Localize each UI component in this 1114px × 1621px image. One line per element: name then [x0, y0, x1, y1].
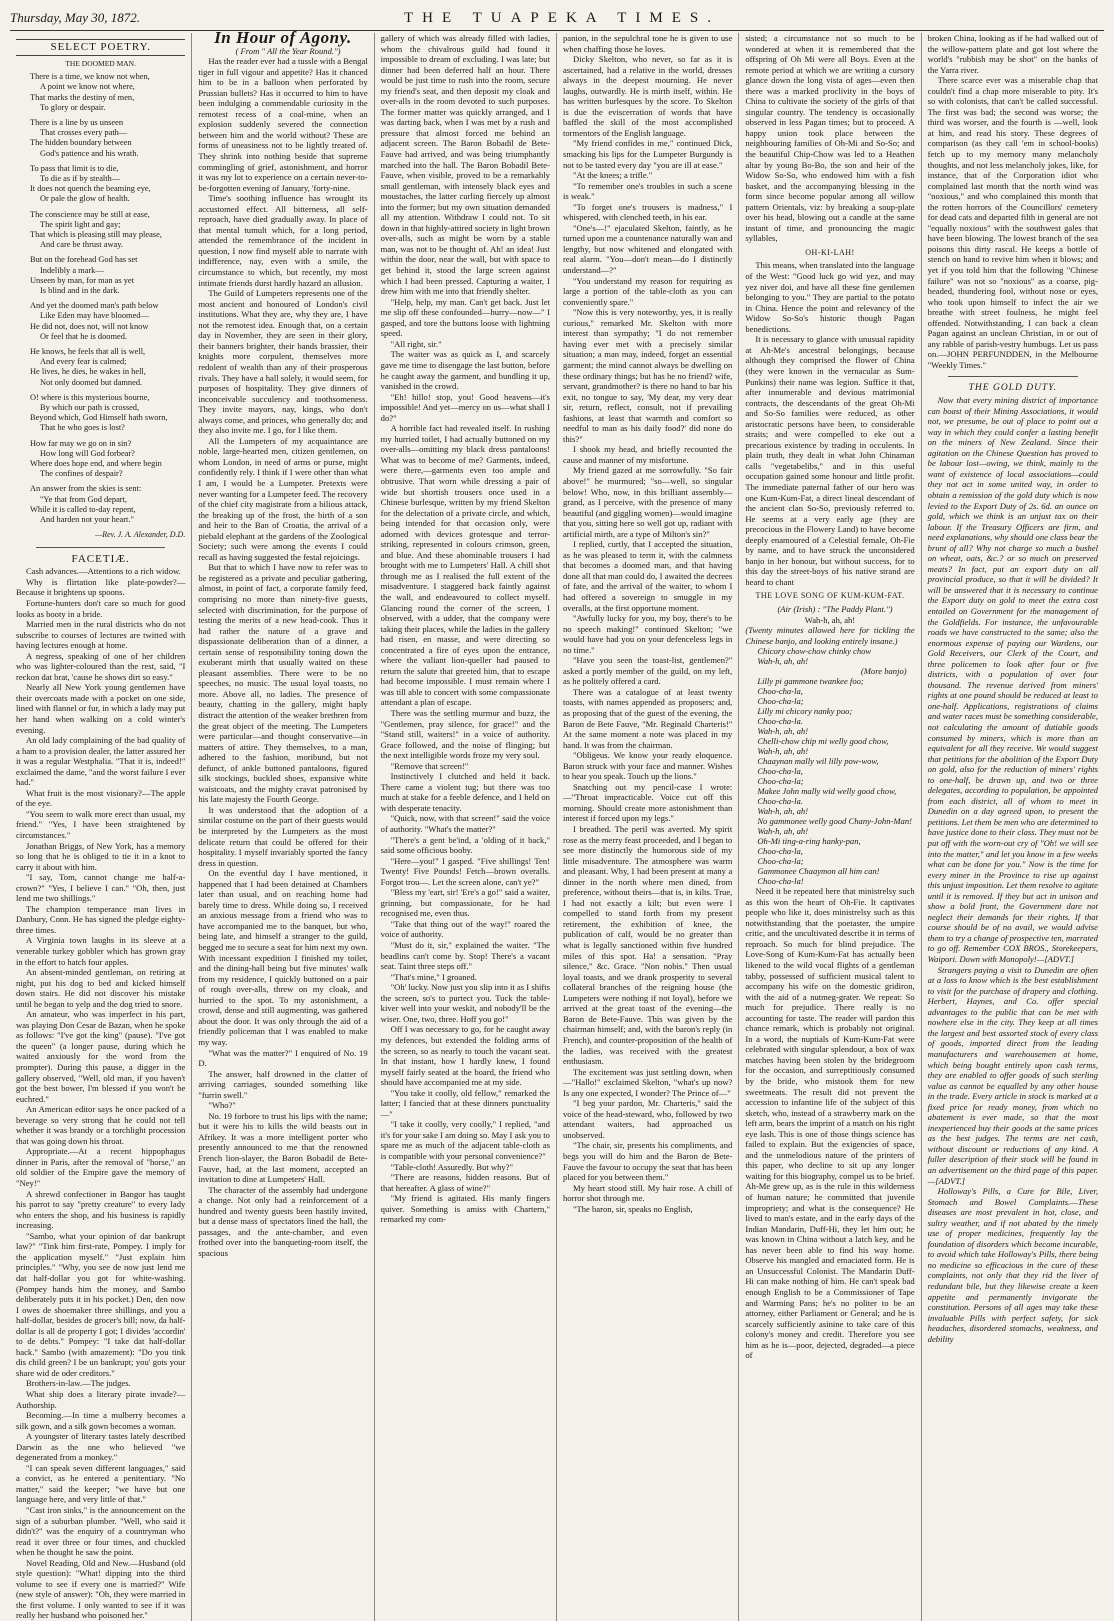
poem-stanza: [16, 118, 185, 159]
paragraph: "What was the matter?" I enquired of No. 19 D.: [198, 1047, 368, 1069]
paragraph: The excitement was just settling down, when—"Hallo!" exclaimed Skelton, "what's up now? Is any one expected, I wonder? The Prince of—": [562, 1066, 733, 1098]
paragraph: "Who?": [208, 1100, 236, 1111]
facetia-item: Appropriate.—At a recent hippophagus dinner in Paris, after the removal of "horse," an old soldier of the Empire gave the memory of "Ney!": [16, 1146, 186, 1189]
song-line: Lilly mi chicory nanky poo;: [757, 706, 853, 717]
poem-line: Like Eden may have bloomed—: [40, 311, 149, 321]
paragraph: It was understood that the adoption of a similar costume on the part of their guests would be interpreted by the Lumpeters as the most delicate return that could be offered for their hospitality. I myself invariably sported the fancy dress in question.: [198, 804, 368, 868]
poem-line: And yet the doomed man's path below: [30, 301, 159, 311]
paragraph: "You take it coolly, old fellow," remarked the latter; I fancied that at these dinners punctuality—": [380, 1087, 550, 1119]
poem-line: That he who goes is lost?: [40, 423, 125, 433]
poem-line: Beyond which, God Himself hath sworn,: [30, 413, 168, 423]
paragraph: "Now this is very noteworthy, yes, it is really curious," remarked Mr. Skelton with more interest than sympathy; "I do not remember having ever met with a precisely similar situation; a man may, indeed, forget an essential garment; the mind cannot always be dwelling on these ordinary things; but has he no friend? wife, servant, grandmother? is there no hand to bar his exit, no tongue to say, 'My dear, my very dear sir, return, reflect, consult, not if prevailing fashions, at least that warmth and comfort so needful to man as his daily food?' did none do this?": [562, 307, 733, 444]
facetia-item: A youngster of literary tastes lately described Darwin as the one who believed "we degenerated from a monkey.": [16, 1431, 186, 1463]
song-line: Choo-cha-la.: [757, 716, 803, 727]
column-2: [192, 28, 374, 1621]
poem-stanza: [16, 72, 185, 113]
song-line: Choo-cha-la!: [757, 876, 804, 887]
paragraph: "To forget one's trousers is madness," I whispered, with clenched teeth, in his ear.: [562, 201, 733, 223]
paragraph: "Eh! hillo! stop, you! Good heavens—it's impossible! And yet—mercy on us—what shall I do?": [380, 391, 550, 423]
paragraph: "Table-cloth! Assuredly. But why?": [390, 1161, 513, 1172]
facetia-item: Becoming.—In time a mulberry becomes a silk gown, and a silk gown becomes a woman.: [16, 1410, 186, 1431]
facetia-item: An amateur, who was imperfect in his part, was playing Don Cesar de Bazan, when he spoke as follows: "I've got the king" (pause). "I've got the queen" (a longer pause, during which he waited anxiously for the word from the prompter). During this pause, a digger in the gallery observed, "Well, old man, if you haven't got the best bower, I'm blessed if you won't be euchred.": [16, 1009, 186, 1104]
paragraph: "That's mine," I groaned.: [390, 971, 477, 982]
paragraph: "You understand my reason for requiring as large a portion of the table-cloth as you can conveniently spare.": [562, 275, 733, 307]
facetia-item: Jonathan Briggs, of New York, has a memory so long that he is obliged to tie it in a knot to carry it about with him.: [16, 840, 186, 872]
paragraph: No. 19 forbore to trust his lips with the name; but it were his to kills the wild beasts out in Afrikey. It was a more intelligent porter who presently announced to me that the renowned French lion-slayer, the Baron Bobadil de Bete-Fauve, had, at the last moment, accepted an invitation to dine at Lumpeters' Hall.: [198, 1110, 368, 1185]
facetia-item: Why is flirtation like plate-powder?—Because it brightens up spoons.: [16, 576, 186, 598]
song-line: Choo-cha-la,: [757, 846, 803, 857]
column-4: [557, 33, 739, 1621]
song-line: Wah-h, ah, ah!: [757, 656, 809, 667]
paragraph: "I beg your pardon, Mr. Charteris," said the voice of the head-steward, who, followed by two attendant waiters, had approached us unobserved.: [562, 1098, 733, 1140]
paragraph: "Here—you!" I gasped. "Five shillings! Ten! Twenty! Five Pounds! Fetch—brown overalls. Forgot trou—. Let the screen alone, can't ye?": [380, 855, 550, 887]
facetia-item: Nearly all New York young gentlemen have their overcoats made with a pocket on one side, lined with flannel or fur, in which a lady may put her hand when walking on a cold winter's evening.: [16, 682, 186, 735]
paragraph: The character of the assembly had undergone a change. Not only had a reinforcement of a hundred and twenty guests been hastily invited, but a dense mass of spectators lined the hall, the passages, and the ante-chamber, and even frothed over into the banqueting-room itself, the spacious: [198, 1184, 368, 1258]
paragraph: "All right, sir.": [390, 338, 442, 349]
facetia-item: What ship does a literary pirate invade?—Authorship.: [16, 1388, 186, 1410]
paragraph: "Take that thing out of the way!" roared the voice of authority.: [380, 918, 550, 940]
paragraph: "Quick, now, with that screen!" said the voice of authority. "What's the matter?": [380, 813, 550, 835]
facetia-item: Fortune-hunters don't care so much for good looks as booty in a bride.: [16, 597, 186, 619]
song-line: Wah-h, ah, ah!: [757, 806, 809, 817]
paragraph: "One's—!" ejaculated Skelton, faintly, as he turned upon me a countenance naturally wan and lengthy, but now whitened and elongated with real alarm. "You—don't mean—do I distinctly understand—?": [562, 222, 733, 276]
poem-line: And harden not your heart.": [40, 515, 134, 525]
paragraph: I breathed. The peril was averted. My spirit rose as the merry feast proceeded, and I began to see more distinctly the humorous side of my little misadventure. The atmosphere was warm and pleasant. Why, I had been present at many a dinner in the north where men dined, from preference, without theirs—that is, in kilts. True, I had not exactly a kilt; but even were I compelled to stand forth from my present retirement, the exhibition of knee, the publication of calf, would be no greater than what is legally sanctioned within five hundred miles of this spot. Ha! a sensation. "Pray silence," &c. Grace. "Non nobis." Then usual loyal toasts, and we drank prosperity to several collateral branches of the reigning house (the Lumpeters were nothing if not loyal), before we arrived at the great toast of the evening—the Baron de Bete-Fauve. This was given by the chairman himself; and, with the baron's reply (in French), and counter-proposition of the health of the ladies, was received with the greatest enthusiasm.: [562, 824, 733, 1067]
divider: [948, 376, 1078, 377]
song-line: Chelli-chow chip mi welly good chow,: [757, 736, 889, 747]
song-line: Choo-cha-la,: [757, 766, 803, 777]
paragraph: Instinctively I clutched and held it back. There came a violent tug; but there was too much at stake for a feeble defence, and I held on with desperate tenacity.: [380, 771, 550, 813]
newspaper-title: THE TUAPEKA TIMES.: [403, 9, 721, 26]
paragraph: sisted; a circumstance not so much to be wondered at when it is remembered that the offspring of Oh Mi were all Boys. Even at the remote period at which we are writing a cursory glance down the long vista of ages—even then there was a marked proclivity in the boys of China to cultivate the society of the girls of that singular country. The tendency is occasionally observed in less Pagan times; but to proceed. A happy union took place between the neighbouring families of Oh-Mi and So-So; and the beautiful Chip-Chow was led to a Heathen altar by young Bo-Bo, the son and heir of the Widow So-So, who endowed him with a fish basket, and the accompanying blessing in the form since become popular among all willow pattern Orientals, viz: by breaking a soup-plate over his head, blowing out a candle at the same instant of time, and pronouncing the magic syllables,: [745, 33, 915, 244]
paragraph: The answer, half drowned in the clatter of arriving carriages, sounded something like "furrin swell.": [198, 1068, 368, 1100]
poem-line: The confines of despair?: [40, 469, 123, 479]
song-line: No gammonee welly good Chany-John-Man!: [757, 816, 912, 827]
poem: [16, 72, 185, 525]
poem-line: Is blind and in the dark.: [40, 285, 120, 295]
song-line: Choo-cha-la.: [757, 796, 803, 807]
paragraph: "The baron, sir, speaks no English,: [572, 1203, 693, 1214]
story-source: ( From " All the Year Round."): [235, 45, 341, 56]
paragraph: My friend gazed at me sorrowfully. "So fair above!" he murmured; "so—well, so singular below! Who, now, in this brilliant assembly—grand, as I perceive, with the presence of many beautiful (and giggling women)—would imagine that you, sitting here so well got up, radiant with artificial mirth, are a type of Milton's sin?": [562, 465, 733, 539]
paragraph: The Guild of Lumpeters represents one of the most ancient and honoured of London's civil institutions. What they are, why they are, I have not the remotest idea. Enough that, on a certain day in November, they are seen in their glory, their banners brighter, their bands brassier, their knights more corpulent, themselves more redolent of wealth than any of their prosperous rivals. They have a hall solely, it would seem, for purposes of hospitality. They give dinners of inconceivable succulency and toothsomeness. They invite mayors, nay, kings, who don't always come, and princes, who generally do; and they also invite me. I go, for I like them.: [198, 288, 368, 436]
poem-line: While it is called to-day repent,: [30, 504, 136, 514]
facetiae-body: [16, 566, 185, 1621]
paragraph: A horrible fact had revealed itself. In rushing my hurried toilet, I had actually buttoned on my over-alls—omitting my black dress pantaloons! What was to become of me? Garments, indeed, were there,—garments even too ample and obtrusive. That worn while dressing a pair of wide but shortish trousers once used in a Chinese burlesque, written by my friend Skelton for the delectation of a private circle, and which, being intended for that occasion only, were adorned with devices grotesque and terror-striking, represented in colours crimson, green, and blue. And these abominable trousers I had brought with me to Lumpeters' Hall. A chill shot through me as I realised the full extent of the misadventure. I staggered back faintly against the wall, and endeavoured to collect myself. Glancing round the corner of the screen, I observed, with a udder, that the company were taking their places, while the ladies in the gallery had risen, en masse, and were directing so concentrated a fire of eyes upon the entrance, where the valiant lion-queller had paused to return the salute that greeted him, that to escape had become impossible. I must remain where I was till able to concert with some compassionate attendant a plan of escape.: [380, 423, 550, 708]
song-line: Choo-cha-la,: [757, 686, 803, 697]
poem-line: That crosses every path—: [40, 128, 128, 138]
colonists-body: [745, 33, 914, 587]
love-song-intro: Wah-h, ah, ah!: [804, 614, 856, 625]
paragraph: On the eventful day I have mentioned, it happened that I had been detained at Chambers later than usual, and on reaching home had barely time to dress. While doing so, I received an anxious message from a friend who was to have accompanied me to the banquet, but who, being late, and himself a stranger to the guild, begged me to secure a seat for him next my own. With incessant expedition I finished my toilet, and the dining-hall being but five minutes' walk from my residence, I quickly buttoned on a pair of rough over-alls, threw on my cloak, and hurried to the spot. To my astonishment, a crowd, dense and still augmenting, was gathered about the door. It was only through the aid of a friendly policeman that I was enabled to make my way.: [198, 868, 368, 1047]
poem-stanza: [16, 164, 185, 205]
facetia-item: An old lady complaining of the bad quality of a ham to a provision dealer, the latter assured her it was a regular Westphalia. "That it is, indeed!" exclaimed the dame, "and the worst failure I ever had.": [16, 735, 186, 788]
colonists-body-after-song: [745, 886, 914, 1361]
song-line: Wah-h, ah, ah!: [757, 726, 809, 737]
paragraph: "I take it coolly, very coolly," I replied, "and it's for your sake I am doing so. May I ask you to spare me as much of the adjacent table-cloth as is compatible with your personal convenience?": [380, 1119, 550, 1161]
poem-line: By which our path is crossed,: [40, 402, 140, 412]
paragraph: gallery of which was already filled with ladies, whom the chivalrous guild had found it impossible to dream of excluding. I was late; but dinner had been deferred half an hour. There would be just time to rush into the room, secure my friend's seat, and then deposit my cloak and over-alls in the room devoted to such purposes. The former matter was quickly arranged, and I was darting back, when I was met by a rush and pressure that almost forced me behind an adjacent screen. The Baron Bobadil de Bete-Fauve had arrived, and was being triumphantly marched into the hall. The Baron Bobadil Bete-Fauve, when visible, proved to be a remarkably small gentleman, with intensely black eyes and moustaches, the latter curling fiercely up almost into the former; but my own situation demanded all my attention. Withdraw I could not. To sit down in that highly-attired society in light brown over-alls, such as might be worn by a stable man, was not to be thought of. Ah! an idea! Just within the door, near the wall, but with space to get behind it, stood the large screen against which I had been pressed. Capturing a waiter, I drew him with me into that friendly shelter.: [380, 33, 550, 297]
song-line: Gammonee Chaaymon all him can!: [757, 866, 880, 877]
facetia-item: A shrewd confectioner in Bangor has taught his parrot to say "pretty creature" to every lady who enters the shop, and his business is rapidly increasing.: [16, 1188, 186, 1231]
facetia-item: A Virginia town laughs in its sleeve at a venerable turkey gobbler which has grown gray in the effort to hatch four apples.: [16, 935, 186, 967]
paragraph: All the Lumpeters of my acquaintance are noble, large-hearted men, citizen gentlemen, on whom London, in need of arms or purse, might confidently rely. I think if I were other than what I am, I would be a Lumpeter. Pretexts were never wanting for a Lumpeter feed. The recovery of the chief city magistrate from a bilious attack, the breaking up of the frost, the birth of a son and heir to the Ban of Croatia, the arrival of a piebald elephant at the gardens of the Zoological Society; such were among the events I could recall as having suggested the festal rejoicings.: [198, 435, 368, 562]
paragraph: "Obligeus. We know your ready eloquence. Baron struck with your face and manner. Wishes to hear you speak. Touch up the lions.": [562, 750, 733, 782]
paragraph: Off I was necessary to go, for he caught away my defences, but extended the folding arms of the screen, so as nearly to touch the vacant seat. In that instant, how I hardly knew, I found myself fairly seated at the board, the friend who should have accompanied me at my side.: [380, 1024, 550, 1088]
divider: [36, 547, 165, 548]
poem-line: Or feel that he is doomed.: [40, 331, 127, 341]
colonists-conclusion: [928, 33, 1098, 371]
story-title: In Hour of Agony.: [214, 28, 352, 47]
poem-stanza: [16, 484, 185, 525]
poem-line: To glory or despair.: [40, 102, 106, 112]
paragraph: broken China, looking as if he had walked out of the willow-pattern plate and got lost where the world's "rubbish may be shot" on the banks of the Yarra river.: [927, 33, 1098, 75]
column-1: [10, 33, 192, 1621]
facetia-item: The champion temperance man lives in Danbury, Conn. He has signed the pledge eighty-three times.: [16, 903, 186, 935]
poem-line: Unseen by man, for man as yet: [30, 275, 134, 285]
facetia-item: Cash advances.—Attentions to a rich widow.: [26, 566, 181, 577]
paragraph: "Have you seen the toast-list, gentlemen?" asked a portly member of the guild, on my left, as he politely offered a card.: [562, 655, 733, 687]
advertisement: Strangers paying a visit to Dunedin are often at a loss to know which is the best establishment to visit for the purchase of drapery and clothing. Herbert, Haynes, and Co. offer special advantages to the public that can be met with nowhere else in the city. They keep at all times the largest and best assorted stock of every class of goods, imported direct from the leading manufacturers and warehousemen at home, which being bought entirely upon cash terms, they are enabled to offer goods of such sterling value as cannot be equalled by any other house in the trade. Every article in stock is marked at a fixed price for ready money, from which no abatement is ever made, so that the most inexperienced buy their goods at the same prices as the best judges. The terms are net cash, without discount or reductions of any kind. A fuller description of their stock will be found in an advertisement on the third page of this paper.—[ADVT.]: [927, 964, 1098, 1186]
love-song-title: THE LOVE SONG OF KUM-KUM-FAT.: [755, 591, 905, 601]
poem-stanza: [16, 393, 185, 434]
paragraph: "There are reasons, hidden reasons. But of that hereafter. A glass of wine?": [380, 1172, 550, 1193]
poem-line: And every fear is calmed;: [40, 357, 127, 367]
paragraph: panion, in the sepulchral tone he is given to use when chaffing those he loves.: [562, 33, 733, 54]
paragraph: Snatching out my pencil-case I wrote:—"Throat impracticable. Voice cut off this morning. Should create more astonishment than interest if forced upon my legs.": [562, 781, 733, 824]
poem-line: How long will God forbear?: [40, 448, 135, 458]
paragraph: Dicky Skelton, who never, so far as it is ascertained, had a relative in the world, dresses always in the deepest mourning. He never laughs, outwardly. He is mirth itself, within. He has written burlesques by the score. To Skelton is due the eviscerration of words that have baffled the skill of the most accomplished tormentors of the English language.: [562, 54, 733, 138]
poem-line: He knows, he feels that all is well,: [30, 346, 146, 356]
love-song-air: (Air (Irish) : "The Paddy Plant."): [777, 603, 893, 614]
paragraph: I shook my head, and briefly recounted the cause and manner of my misfortune.: [562, 444, 733, 465]
paragraph: This means, when translated into the language of the West: "Good luck go wid yez, and may yez niver doi, and have all these fine gentlemen belonging to you." They are partial to the potato in China. Hence the point and relevancy of the Widow So-So's historic though Pagan benedictions.: [745, 260, 915, 334]
issue-date: Thursday, May 30, 1872.: [10, 10, 140, 25]
paragraph: But that to which I have now to refer was to be registered as a private and peculiar gathering, almost, in point of fact, a corporate family feed, comprising no more than ninety-five guests, selected with discrimination, for the purpose of testing the merits of a new head-cook. Thus it had rather the nature of a grave and dispassionate deliberation than of a dinner, a certain sense of responsibility toning down the exuberant mirth that usually waited on these pleasant assemblies. There were to be no speeches, no music. The usual loyal toasts, no more. Above all, no ladies. The presence of beauty, chatting in the gallery, might haply distract the attention of the weaker brethren from the great object of the meeting. The Lumpeters were particular—and thought conservative—in matters of attire. They themselves, to a man, adhered to the fashion, moribund, but not defunct, of ankle buttoned pantaloons, figured silk stockings, buckled shoes, expansive white waistcoats, and the mighty cravat patronised by his late majesty the Fourth George.: [198, 562, 368, 805]
poem-stanza: [16, 255, 185, 296]
poem-line: That marks the destiny of men,: [30, 92, 135, 102]
poem-line: O! where is this mysterious bourne,: [30, 392, 150, 402]
facetia-item: "You seem to walk more erect than usual, my friend." "Yes, I have been straightened by circumstances.": [16, 808, 186, 840]
facetia-item: What fruit is the most visionary?—The apple of the eye.: [16, 787, 186, 809]
story-body-continued-2: [563, 33, 732, 1214]
facetia-item: "Sambo, what your opinion of dar bankrupt law?" "Tink him first-rate, Pompey. I imply for the application myself." "Just explain him principles." "Why, you see de now just lend me dat half-dollar you got for white-washing. (Pompey hands him the money, and Sambo deliberately puts it in his pocket.) Den, den now I owes de shoemaker three shillings, and you a half-dollar, besides de grocer's bill; now, da half-dollar is all de property I got; I divides 'accordin' to de debts." Pompey: "I take dat half-dollar back." Sambo (with amazement): "Do you tink dis child green? I be un bankrupt; you' gots your share wid de oder creditors.": [16, 1230, 186, 1378]
poem-stanza: [16, 347, 185, 388]
story-body: [198, 56, 367, 1258]
song-line: Wah-h, ah, ah!: [757, 826, 809, 837]
paragraph: "Must do it, sir," explained the waiter. "The beadlins can't come by. Stop! There's a vacant seat. Taint three steps off.": [380, 940, 550, 972]
poem-line: "Ye that from God depart,: [40, 494, 127, 504]
poem-line: To pass that limit is to die,: [30, 163, 119, 173]
paragraph: "To remember one's troubles in such a scene is weak.": [562, 180, 733, 202]
poem-line: The spirit light and gay;: [40, 219, 121, 229]
gold-duty-body: [928, 395, 1098, 1344]
paragraph: "My friend confides in me," continued Dick, smacking his lips for the Lumpeter Burgundy is not to be tasted every day "you are ill at ease.": [562, 138, 733, 170]
paragraph: Time's soothing influence has wrought its accustomed effect. All bitterness, all self-reproach, have died gradually away. In place of that mental tumult which, for a long period, attended the remembrance of the incident in question, I now find myself able to narrate with indifference, nay, even with a smile, the circumstance to which, but recently, my most intimate friends durst hardly hazard an allusion.: [198, 193, 368, 288]
poem-line: And care be thrust away.: [40, 240, 123, 250]
paragraph: Has the reader ever had a tussle with a Bengal tiger in full vigour and appetite? Has it chanced him to be in a balloon when perforated by Prussian bullets? Has it occurred to him to have been indulging a commendable curiosity in the remotest recess of a coal-mine, when an explosion suddenly severed the connection between him and the world without? These are forms of uneasiness not to be lightly treated of. They shrink into nothing beside that supreme commingling of grief, astonishment, and horror it was my lot to experience on a certain never-to-be-forgotten evening of January, 'forty-nine.: [198, 56, 368, 193]
poem-line: It does not quench the beaming eye,: [30, 184, 151, 194]
poem-line: The hidden boundary between: [30, 138, 132, 148]
columns: [10, 28, 1104, 1621]
paragraph: "Remove that screen!": [390, 760, 469, 771]
paragraph: "The chair, sir, presents his compliments, and begs you will do him and the Baron de Bete-Fauve the favour to occupy the seat that has been placed for you between them.": [562, 1140, 733, 1183]
poem-line: There is a time, we know not when,: [30, 72, 150, 82]
paragraph: It is necessary to glance with unusual rapidity at Ah-Me's ancestral belongings, because although they comprised the flower of China (they were known in the vernacular as Sum-Punkins) their name was legion. Suffice it that, after innumerable and devious matrimonial contracts, the descendants of the great Oh-Mi and So-So families were reduced, as other aristocratic persons have been, to considerable straits; and were compelled to eke out a precarious existence by trading in occulents. In plain truth, they dealt in what John Chinaman calls "vegetabelibs," and in this useful occupation gained some honour and little profit. The immediate paternal father of our hero was one Kum-Kum-Fat, a direct lineal descendant of the ancient clan So-So, previously referred to. He seems at a very early age (they are precocious in the Flowery Land) to have become deeply enamoured of a Celestial female, Oh-Fie by name, and to have struck the unconsidered banjo in her honour, but without success, for to this day the street-boys of his native strand are heard to chant: [745, 334, 915, 587]
poem-line: But on the forehead God has set: [30, 255, 138, 265]
song-line: Choo-cha-la;: [757, 856, 804, 867]
column-3: [375, 33, 557, 1621]
song-line: (More banjo): [860, 666, 907, 677]
poem-line: How far may we go on in sin?: [30, 438, 132, 448]
paragraph: There was the settling murmur and buzz, the "Gentlemen, pray silence, for grace!" and the "Stand still, waiters!" in a voice of authority. Grace followed, and the noise of flinging; but the next intelligible words froze my very soul.: [380, 708, 550, 761]
paragraph: "At the knees; a trifle.": [572, 170, 653, 181]
facetia-item: Brothers-in-law.—The judges.: [26, 1378, 131, 1389]
poem-line: He lives, he dies, he wakes in hell,: [30, 367, 146, 377]
song-line: Oh-Mi ting-a-ring hanky-pan,: [757, 836, 861, 847]
facetia-item: "Cast iron sinks," is the announcement on the sign of a suburban plumber. "Well, who said it didn't?" was the enquiry of a countryman who read it over three or four times, and chuckled when he thought he saw the point.: [16, 1504, 186, 1558]
facetia-item: A negress, speaking of one of her children who was lighter-coloured than the rest, said, "I reckon dat brat, 'cause he shows dirt so easy.": [16, 650, 186, 682]
song-line: Makee John mally wid welly good chow,: [757, 786, 897, 797]
facetia-item: "I can speak seven different languages," said a convict, as he entered a penitentiary. "No matter," said the keeper; "we have but one language here, and very little of that.": [16, 1462, 186, 1505]
poem-signature: —Rev. J. A. Alexander, D.D.: [95, 530, 186, 540]
poem-line: Not only doomed but damned.: [40, 377, 143, 387]
chinese-failure-continued: [745, 33, 914, 587]
poem-line: Indelibly a mark—: [40, 265, 104, 275]
love-song-note: (Twenty minutes allowed here for tickling the Chinese banjo, and looking entirely insane.): [745, 625, 915, 646]
facetiae-heading: FACETIÆ.: [71, 552, 130, 565]
paragraph: There scarce ever was a miserable chap that couldn't find a chap more miserable to pity. It's so with colonists, that can't be called successful. The first was bad; the second was worse; the third was worser, and the fourth is —well, look at him, and read his story. These degrees of comparison (as they call 'em in school-books) fetch up to my memory many melancholy thoughts, and not less melancholy jokes, like, for instance, that of the Corporation idiot who complained last month that the north wind was "noxious," and who complained this month that the rotten horrors of the Councillors' cemetery for dead cats and departed filth in general are not "equally noxious" with the southwest gales that have been blowing. The lowest branch of the sea poisons this dirty rascal. He keeps a bottle of stench on hand to revive him when it blows; and yet if you told him that the following "Chinese failure" was not so "noxious" as a coarse, pig-headed, thundering fool, without nose or eyes, who took upon himself to infect the air we breathe with street foulness, he might feel offended. Notwithstanding, I can back a clean Pagan against an unclean Christian, in or out of any rabble of parish-vestry humbugs. Let us pass on.—JOHN PERFUNDDEN, in the Melbourne "Weekly Times.": [927, 75, 1098, 370]
poem-line: To die as if by stealth—: [40, 173, 121, 183]
song-line: Wah-h, ah, ah!: [757, 746, 809, 757]
poem-stanza: [16, 439, 185, 480]
song-line: Lilly pi gammone twankee foo;: [757, 676, 864, 687]
column-6: [922, 33, 1104, 1621]
column-5: [739, 33, 921, 1621]
paragraph: "My friend is agitated. His manly fingers quiver. Something is amiss with Chartern," remarked my com-: [380, 1193, 550, 1225]
song-line: Choo-cha-la;: [757, 776, 804, 787]
song-line: Chicory chow-chow chinky chow: [757, 646, 872, 657]
gold-duty-heading: THE GOLD DUTY.: [968, 382, 1057, 393]
paragraph: I replied, curtly, that I accepted the situation, as he was pleased to term it, with the calmness that becomes a doomed man, and that having done all that man could do, I awaited the decrees of fate, and the arrival of the waiter, to whom I had offered a sovereign to smuggle in my overalls, at the first opportune moment.: [562, 539, 733, 613]
poem-title: THE DOOMED MAN.: [65, 58, 136, 68]
paragraph: "Help, help, my man. Can't get back. Just let me slip off these confounded—hurry—now—" I gasped, and tore the buttons loose with lightning speed.: [380, 296, 550, 339]
facetia-item: An American editor says he once packed of a beverage so very strong that he could not tell whether it was brandy or a torchlight procession that was going down his throat.: [16, 1104, 186, 1146]
story-body-continued: [381, 33, 550, 1225]
poem-line: That which is pleasing still may please,: [30, 229, 162, 239]
song-line: Chaaynan mally wil lilly pow-wow,: [757, 756, 879, 767]
gold-duty-paragraph: Now that every mining district of importance can boast of their Mining Associations, it would not, we presume, be out of place to point out a way in which they could confer a lasting benefit on the miners of New Zealand. Since their agitation on the Chinese Question has proved to be labour lost—owing, we think, mainly to the want of existence of local associations—could they not act in some united way, in order to obtain a remission of the gold duty which is now levied to the Export Duty of 2s. 6d. an ounce on gold, which we think is an unjust tax on their labour. If the Treasury Officers are firm, and need explanations, why should one class bear the brunt of all? Why not charge so much a bushel on wheat, oats, &c.? or so much on preserved meats? In fact, put an export duty on all provincial produce, so that it will be divided? It will be answered that it is necessary to continue the Export duty on gold to meet the extra cost entailed on Government for the management of the Goldfields. For instance, the unfavourable roads we have constructed to the same; also the enormous expense of paying our Wardens, our Gold Receivers, our Clerk of the Court, and three policemen to look after four or five districts, with a population of over four thousand. The revenue derived from miners' rights at one pound should be reduced at least to one-half. Applications, registrations of claims and water races must be something considerable, not calculating the amount of dutiable goods consumed by miners, which is more than an equivalent for all they receive. We would suggest that petitions for the abolition of the Export Duty on gold, also for the reduction of miners' rights to one-half, be drawn up, and two or three delegates, according to population, be appointed from each district, all of whom to meet in Dunedin on a day agreed upon, to present the petitions. Let them be men who are determined to have justice done to their class. They must not be put off with the worn-out cry of "Oh! we will see into the matter," and let you know in a few weeks what can be done for you." Now is the time for every miner in the Province to rise up against this unjust imposition. Let them resolve to agitate until it is removed. If they but act in unison and show a bold front, the Government dare not neglect their demands for their rights. If that course should be of no avail, we would advise them to try a change of prospective ten, marrated to go off. Remember COX BROS., Storekeepers, Waipori. Down with Monopoly!—[ADVT.]: [927, 395, 1098, 965]
poem-line: Where does hope end, and where begin: [30, 459, 162, 468]
poem-line: There is a line by us unseen: [30, 117, 124, 127]
advertisement: Holloway's Pills, a Cure for Bile, Liver, Stomach and Bowel Complaints.—These diseases are most prevalent in hot, close, and sultry weather, and if not abated by the timely use of proper medicines, frequently lay the foundation of disorders which become incurable, to avoid which take Holloway's Pills, there being no medicine so efficacious in the cure of these complaints, not only that they rid the liver of redundant bile, but they likewise create a keen appetite and permanently invigorate the constitution. Persons of all ages may take these invaluable Pills with perfect safety, for sick headaches, disordered stomachs, weakness, and debility: [927, 1186, 1098, 1344]
poem-line: Or pale the glow of health.: [40, 194, 130, 204]
paragraph: "There's a gent be'ind, a 'olding of it back," said some officious booby.: [380, 834, 550, 856]
poem-line: An answer from the skies is sent:: [30, 484, 142, 494]
poem-stanza: [16, 301, 185, 342]
poem-line: The conscience may be still at ease,: [30, 209, 150, 219]
song-line: Choo-cha-la;: [757, 696, 804, 707]
poem-line: God's patience and his wrath.: [40, 148, 139, 158]
paragraph: "Awfully lucky for you, my boy, there's to be no speech making!" continued Skelton; "we would have had you on your defenceless legs in no time.": [562, 613, 733, 655]
select-poetry-heading: SELECT POETRY.: [16, 39, 185, 56]
paragraph: My heart stood still. My hair rose. A chill of horror shot through me.: [562, 1182, 733, 1204]
paragraph: "Oh' lucky. Now just you slip into it as I shifts the screen, so's to purtect you. Tuck the table-kiver well into your weskit, and nobody'll be the wiser. One, two, three. Hoff you go!": [380, 982, 550, 1024]
poem-stanza: [16, 210, 185, 251]
facetia-item: "I say, Tom, cannot change me half-a-crown?" "Yes, I believe I can." "Oh, then, just lend me two shillings.": [16, 872, 186, 904]
poem-line: A point we know not where,: [40, 82, 135, 92]
poem-line: He did not, does not, will not know: [30, 321, 149, 331]
benediction-heading: OH-KI-LAH!: [805, 247, 855, 257]
paragraph: "Bless my 'eart, sir! 'Ere's a go!" said a waiter, grinning, but compassionate, for he had recognised me, even thus.: [380, 887, 550, 919]
love-song-lines: [745, 646, 914, 886]
facetia-item: Novel Reading, Old and New.—Husband (old style question): "What! dipping into the third volume to see if every one is married?" Wife (new style of answer): "Oh, they were married in the first volume. I only wanted to see if it was really her husband who poisoned her.": [16, 1557, 186, 1621]
paragraph: Need it be repeated here that ministrelsy such as this won the heart of Oh-Fie. It captivates people who like it, does ministrelsy such as this notwithstanding that the poetaster, the umpire critic, and the uncultivated describe it in terms of reproach. So much for blind prejudice. The Love-Song of Kum-Kum-Fat has actually been likened to the wild vocal flights of a gentleman tabby, possessed of sufficient musical talent to accompany his wife on the domestic gridiron, with the aid of a nutmeg-grater. We repeat: So much for prejudice. There really is no accounting for taste. The reader will pardon this chance remark, which is probably not original. In a word, the nuptials of Kum-Kum-Fat were celebrated with singular splendour, a box of wax matches having been stolen by the bridegroom for the occasion, and surreptitiously consumed by the bride, who mistook them for new sweetmeats. The result did not prevent the accession to infantine life of the subject of this sketch, who, instead of a strawberry mark on the left arm, bears the imprint of a match on his right eye lash. This is one of those things science has failed to explain. But the exigencies of space, and the unmelodious nature of the printers of this paper, who decline to sit up any longer waiting for this biography, compel us to be brief. Ah-Me grew up, as is the rule in this wilderness of human nature; he committed that juvenile impropriety; and what is the consequence? He lived to man's estate, and in the early days of the Indian Mandarin, Duff-Hi, they let him out; he was known in China without a latch key, and he has never been able to find his way home. Observe his mangled and emaciated form. He is an Unsuccessful Colonist. The Mandarin Duff-Hi can make nothing of him. He can't speak bad enough English to be a Commissioner of Tape and Warming Pans; he's no politer to be an attorney, either Parliament or General; and he is scarcely sufficiently asinine to take care of this colony's money and credit. Therefore you see him as he is—poor, dejected, degraded—a piece of: [745, 886, 915, 1361]
facetia-item: An absent-minded gentleman, on retiring at night, put his dog to bed and kicked himself down stairs. He did not discover his mistake until he began to yelp and the dog tried to snore.: [16, 967, 186, 1009]
facetia-item: Married men in the rural districts who do not subscribe to courses of lectures are twitted with having lectures enough at home.: [16, 619, 186, 651]
masthead: [10, 6, 1104, 31]
paragraph: The waiter was as quick as I, and scarcely gave me time to disengage the last button, before he caught away the garment, and bundling it up, vanished in the crowd.: [380, 349, 550, 392]
paragraph: There was a catalogue of at least twenty toasts, with names appended as proposers; and, as proposing that of the guest of the evening, the Baron de Bete Fauve, "Mr. Reginald Charteris!" At the same moment a note was placed in my hand. It was from the chairman.: [562, 686, 733, 750]
